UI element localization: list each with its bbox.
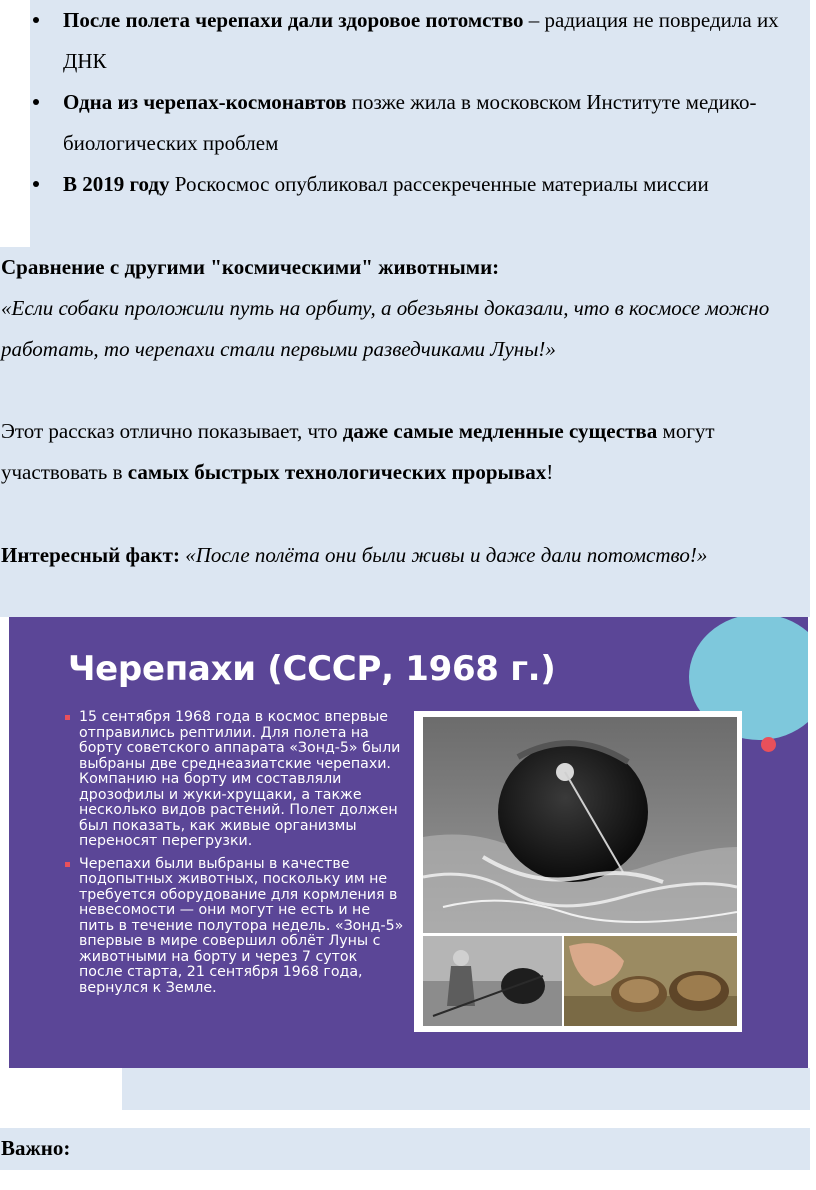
interesting-fact: Интересный факт: «После полёта они были живы и даже дали потомство!» [1, 543, 708, 567]
bullet-icon [33, 181, 39, 187]
comparison-quote: «Если собаки проложили путь на орбиту, а обезьяны доказали, что в космосе можно работать, то черепахи стали первыми разведчиками Луны!» [1, 296, 770, 361]
recovery-photo [423, 936, 562, 1026]
bullet-icon [33, 99, 39, 105]
square-bullet-icon [65, 715, 70, 720]
facts-list [30, 0, 810, 205]
photo-collage [414, 711, 742, 1032]
presentation-slide [9, 617, 808, 1068]
slide-bottom-background [122, 1068, 810, 1110]
square-bullet-icon [65, 862, 70, 867]
slide-bullet: 15 сентября 1968 года в космос впервые отправились рептилии. Для полета на борту советского аппарата «Зонд-5» были выбраны две среднеазиатские черепахи. Компанию на борту им составляли дрозофилы и жуки-хрущаки, а также несколько видов растений. Полет должен был показать, как живые организмы переносят перегрузки. [65, 710, 405, 850]
list-item: После полета черепахи дали здоровое потомство – радиация не повредила их ДНК [30, 0, 810, 82]
slide-title: Черепахи (СССР, 1968 г.) [68, 649, 556, 689]
decorative-dot [761, 737, 776, 752]
slide-bullet-list [65, 710, 405, 1003]
turtles-photo [564, 936, 737, 1026]
slide-bullet: Черепахи были выбраны в качестве подопытных животных, поскольку им не требуется оборудование для кормления в невесомости — они могут не есть и не пить в течение полутора недель. «Зонд-5» впервые в мире совершил облёт Луны с животными на борту и через 7 суток после старта, 21 сентября 1968 года, вернулся к Земле. [65, 857, 405, 997]
list-item: Одна из черепах-космонавтов позже жила в московском Институте медико-биологических проблем [30, 82, 810, 164]
comparison-heading: Сравнение с другими "космическими" животными: [1, 255, 500, 279]
list-item: В 2019 году Роскосмос опубликовал рассекреченные материалы миссии [30, 164, 810, 205]
important-label: Важно: [1, 1136, 71, 1160]
summary-paragraph: Этот рассказ отлично показывает, что даже самые медленные существа могут участвовать в самых быстрых технологических прорывах! [1, 419, 715, 484]
bullet-icon [33, 17, 39, 23]
capsule-photo [423, 717, 737, 933]
